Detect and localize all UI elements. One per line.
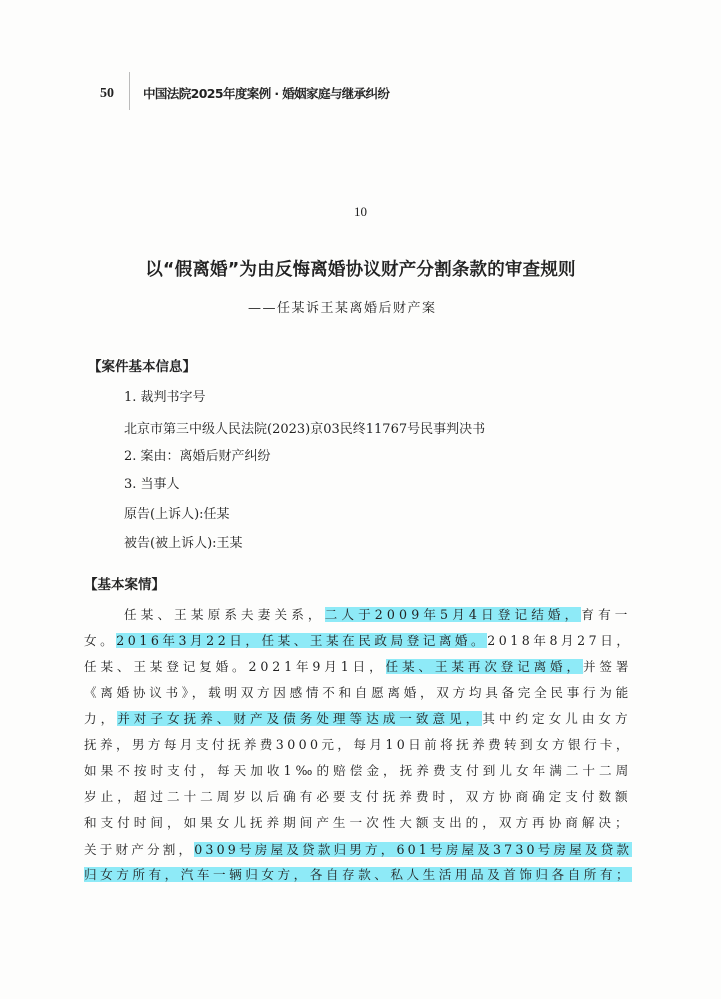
paragraph-line <box>124 604 632 626</box>
text-run: 抚养，男方每月支付抚养费3000元，每月10日前将抚养费转到女方银行卡， <box>84 737 632 752</box>
text-run: 和支付时间，如果女儿抚养期间产生一次性大额支出的，双方再协商解决； <box>84 815 632 830</box>
text-run: 力， <box>84 711 118 726</box>
text-run: 如果不按时支付，每天加收1‰的赔偿金，抚养费支付到儿女年满二十二周 <box>84 763 633 778</box>
case-subtitle: ——任某诉王某离婚后财产案 <box>248 301 437 316</box>
text-run: 女。 <box>84 633 117 648</box>
paragraph-line <box>84 760 632 782</box>
text-run: 育有一 <box>581 607 632 622</box>
info-item: 1. 裁判书字号 <box>124 390 206 405</box>
info-item: 2. 案由：离婚后财产纠纷 <box>124 449 271 464</box>
highlighted-text: 二人于2009年5月4日登记结婚， <box>324 607 582 622</box>
info-item: 原告(上诉人):任某 <box>124 507 230 522</box>
paragraph-line <box>84 864 632 886</box>
paragraph-line <box>84 734 632 756</box>
text-run: 2018年8月27日， <box>487 633 633 648</box>
section-heading-facts: 【基本案情】 <box>84 577 165 593</box>
text-run: 其中约定女儿由女方 <box>482 711 632 726</box>
highlighted-text: 601号房屋及3730号房屋及贷款 <box>396 842 633 857</box>
book-title: 中国法院2025年度案例 · 婚姻家庭与继承纠纷 <box>143 86 390 101</box>
info-item: 被告(被上诉人):王某 <box>124 536 243 551</box>
paragraph-line <box>84 812 632 834</box>
info-item: 3. 当事人 <box>124 477 180 492</box>
paragraph-line <box>84 682 632 704</box>
page-number: 50 <box>100 86 114 101</box>
running-header <box>0 84 721 108</box>
text-run: 任某、王某原系夫妻关系， <box>124 607 325 622</box>
highlighted-text: 归女方所有，汽车一辆归女方，各自存款、私人生活用品及首饰归各自所有； <box>84 867 633 882</box>
case-number: 10 <box>354 204 367 219</box>
paragraph-line <box>84 708 632 730</box>
text-run: 关于财产分割， <box>84 842 195 857</box>
paragraph-line <box>84 839 632 861</box>
text-run: 并签署 <box>582 659 633 674</box>
highlighted-text: 0309号房屋及贷款归男方， <box>194 842 397 857</box>
text-run: 《离婚协议书》，载明双方因感情不和自愿离婚，双方均具备完全民事行为能 <box>84 685 632 700</box>
paragraph-line <box>84 786 632 808</box>
case-title: 以“假离婚”为由反悔离婚协议财产分割条款的审查规则 <box>145 260 576 280</box>
header-divider <box>129 72 130 110</box>
section-heading-basic-info: 【案件基本信息】 <box>88 359 196 375</box>
info-item: 北京市第三中级人民法院(2023)京03民终11767号民事判决书 <box>124 422 486 437</box>
highlighted-text: 并对子女抚养、财产及债务处理等达成一致意见， <box>117 711 483 726</box>
paragraph-line <box>84 656 632 678</box>
highlighted-text: 2016年3月22日，任某、王某在民政局登记离婚。 <box>116 633 488 648</box>
highlighted-text: 任某、王某再次登记离婚， <box>385 659 583 674</box>
text-run: 岁止，超过二十二周岁以后确有必要支付抚养费时，双方协商确定支付数额 <box>84 789 632 804</box>
text-run: 任某、王某登记复婚。2021年9月1日， <box>84 659 386 674</box>
paragraph-line <box>84 630 632 652</box>
